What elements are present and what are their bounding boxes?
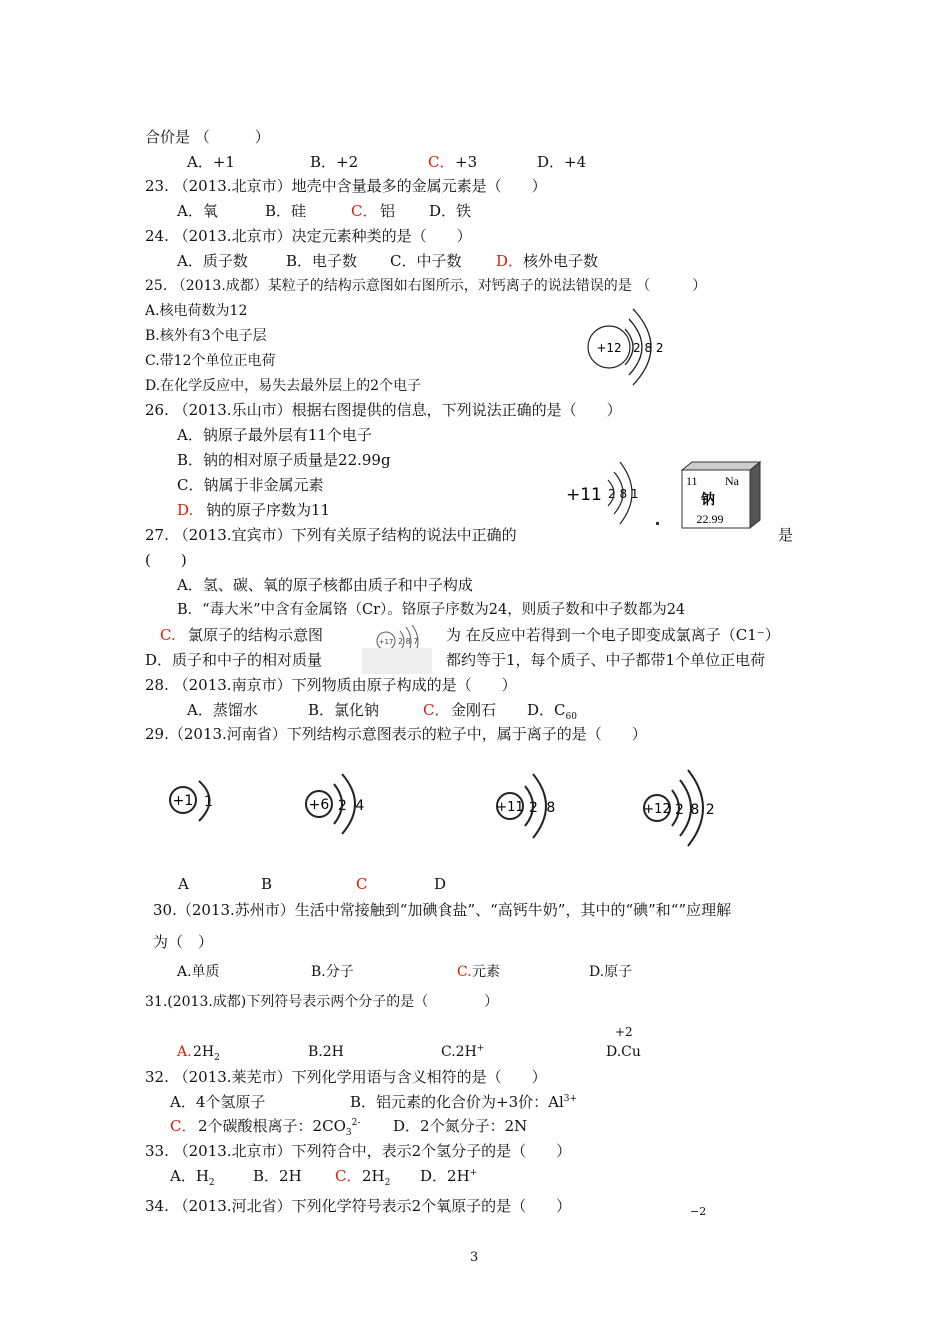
electron-shells: 2 8 2 bbox=[675, 802, 716, 818]
q33-option-b: B．2H bbox=[253, 1167, 302, 1185]
q32-option-d: D．2个氮分子：2N bbox=[393, 1117, 528, 1135]
superscript: + bbox=[469, 1168, 478, 1178]
formula-text: D．2H bbox=[420, 1167, 470, 1185]
superscript: + bbox=[476, 1043, 485, 1054]
nucleus-charge: +11 bbox=[566, 485, 602, 505]
q23-option-c: 铝 bbox=[380, 202, 396, 220]
q25-option-d: D.在化学反应中，易失去最外层上的2个电子 bbox=[145, 378, 422, 394]
question-24: 24. （2013.北京市）决定元素种类的是（ ） bbox=[145, 227, 472, 245]
q31-option-d: D.Cu bbox=[606, 1044, 641, 1060]
q27-option-c-part1: 氯原子的结构示意图 bbox=[188, 626, 324, 644]
question-30: 30.（2013.苏州市）生活中常接触到“加碘食盐”、“高钙牛奶”，其中的“碘”和“”应理解 bbox=[153, 901, 732, 919]
electron-shells: 2 8 7 bbox=[398, 637, 419, 646]
option-a: A．+1 bbox=[187, 153, 235, 171]
question-32: 32. （2013.莱芜市）下列化学用语与含义相符的是（ ） bbox=[145, 1068, 547, 1086]
option-b: B．+2 bbox=[310, 153, 359, 171]
q27-option-c-letter: C. bbox=[160, 626, 176, 644]
formula-text: 2H bbox=[193, 1044, 215, 1060]
question-33: 33. （2013.北京市）下列符合中，表示2个氢分子的是（ ） bbox=[145, 1142, 572, 1160]
electron-shells: 2 8 2 bbox=[633, 341, 664, 355]
q32-option-b bbox=[350, 1092, 577, 1112]
q27-option-d-part2: 都约等于1，每个质子、中子都带1个单位正电荷 bbox=[446, 651, 766, 669]
question-continuation: 合价是 （ ） bbox=[145, 128, 270, 146]
q29-label-c: C bbox=[356, 875, 368, 893]
q24-option-d-letter: D． bbox=[496, 252, 524, 270]
subscript: 2 bbox=[214, 1052, 220, 1063]
superscript: 2- bbox=[351, 1118, 361, 1128]
question-28: 28. （2013.南京市）下列物质由原子构成的是（ ） bbox=[145, 676, 517, 694]
question-27-tail: 是 bbox=[778, 526, 794, 544]
q32-option-c bbox=[198, 1116, 360, 1136]
electron-shells: 1 bbox=[204, 794, 213, 810]
q25-option-a: A.核电荷数为12 bbox=[145, 303, 248, 319]
q24-option-d: 核外电子数 bbox=[523, 252, 599, 270]
q28-option-c-letter: C． bbox=[423, 701, 450, 719]
question-26: 26. （2013.乐山市）根据右图提供的信息，下列说法正确的是（ ） bbox=[145, 401, 622, 419]
q33-option-c-letter: C． bbox=[335, 1167, 362, 1185]
q27-option-b: B．“毒大米”中含有金属铬（Cr）。铬原子序数为24，则质子数和中子数都为24 bbox=[177, 602, 686, 618]
sodium-atom-structure-diagram bbox=[564, 460, 644, 528]
question-30-continuation: 为（ ） bbox=[153, 933, 214, 951]
q26-option-b: B．钠的相对原子质量是22.99g bbox=[177, 451, 391, 469]
option-text: B．铝元素的化合价为+3价：Al bbox=[350, 1093, 564, 1111]
q25-option-b: B.核外有3个电子层 bbox=[145, 328, 267, 344]
q26-option-a: A．钠原子最外层有11个电子 bbox=[177, 426, 372, 444]
option-c-letter: C． bbox=[428, 153, 455, 171]
q28-option-c: 金刚石 bbox=[451, 701, 497, 719]
q31-option-a-letter: A. bbox=[177, 1044, 192, 1060]
q30-option-b: B.分子 bbox=[311, 964, 354, 980]
q26-option-d: 钠的原子序数为11 bbox=[206, 501, 331, 519]
subscript: 60 bbox=[565, 712, 577, 722]
electron-shells: 2 4 bbox=[338, 798, 367, 814]
q27-option-c-part2: 为 在反应中若得到一个电子即变成氯离子（C1⁻） bbox=[446, 626, 780, 644]
nucleus-charge: +1 bbox=[172, 793, 194, 809]
q32-option-a: A．4个氢原子 bbox=[170, 1093, 266, 1111]
q24-option-c: C．中子数 bbox=[390, 252, 462, 270]
q33-option-c bbox=[362, 1166, 390, 1186]
q26-option-c: C．钠属于非金属元素 bbox=[177, 476, 324, 494]
page-number: 3 bbox=[470, 1250, 479, 1265]
question-23: 23. （2013.北京市）地壳中含量最多的金属元素是（ ） bbox=[145, 177, 547, 195]
nucleus-charge: +12 bbox=[596, 341, 622, 355]
option-d: D．+4 bbox=[537, 153, 587, 171]
q32-option-c-letter: C． bbox=[170, 1117, 197, 1135]
q26-option-d-letter: D. bbox=[177, 501, 194, 519]
question-29: 29.（2013.河南省）下列结构示意图表示的粒子中，属于离子的是（ ） bbox=[145, 725, 647, 743]
magnesium-ion-structure-diagram bbox=[585, 305, 665, 387]
element-name: 钠 bbox=[701, 492, 715, 508]
question-34: 34. （2013.河北省）下列化学符号表示2个氧原子的是（ ） bbox=[145, 1197, 572, 1215]
atomic-mass: 22.99 bbox=[696, 512, 724, 526]
q29-label-a: A bbox=[178, 875, 189, 893]
q29-diagram-a bbox=[166, 775, 216, 831]
q24-option-b: B．电子数 bbox=[286, 252, 358, 270]
dot-mark bbox=[656, 522, 659, 525]
q34-valence-mark: −2 bbox=[690, 1205, 707, 1218]
superscript: 3+ bbox=[563, 1094, 578, 1104]
q30-option-c-letter: C. bbox=[457, 964, 472, 980]
q23-option-a: A．氧 bbox=[177, 202, 218, 220]
subscript: 2 bbox=[208, 1178, 215, 1188]
q31-valence-mark: +2 bbox=[615, 1025, 633, 1039]
q23-option-b: B．硅 bbox=[265, 202, 307, 220]
q33-option-d bbox=[420, 1166, 477, 1186]
electron-shells: 2 8 1 bbox=[608, 487, 639, 501]
q31-option-b: B.2H bbox=[308, 1044, 344, 1060]
atomic-number: 11 bbox=[686, 474, 698, 488]
q23-option-c-letter: C． bbox=[351, 202, 378, 220]
q29-diagram-c bbox=[493, 768, 563, 840]
nucleus-charge: +12 bbox=[643, 802, 671, 817]
q30-option-c: 元素 bbox=[472, 964, 500, 980]
q27-option-a: A．氢、碳、氧的原子核都由质子和中子构成 bbox=[177, 576, 473, 594]
q29-label-d: D bbox=[434, 875, 447, 893]
subscript: 2 bbox=[384, 1178, 391, 1188]
nucleus-charge: +17 bbox=[378, 638, 394, 646]
q28-option-a: A．蒸馏水 bbox=[187, 701, 258, 719]
q28-option-b: B．氯化钠 bbox=[308, 701, 380, 719]
q30-option-a: A.单质 bbox=[177, 964, 220, 980]
q24-option-a: A．质子数 bbox=[177, 252, 248, 270]
q31-option-c bbox=[441, 1042, 484, 1062]
q27-option-d-part1: D．质子和中子的相对质量 bbox=[145, 651, 323, 669]
q29-diagram-b bbox=[302, 768, 372, 840]
nucleus-charge: +6 bbox=[308, 797, 330, 813]
element-symbol: Na bbox=[725, 474, 739, 488]
question-27-answer-paren: ( ) bbox=[145, 551, 187, 569]
image-placeholder bbox=[362, 648, 432, 674]
q31-option-a bbox=[193, 1042, 220, 1062]
formula-text: 2H bbox=[362, 1167, 385, 1185]
question-31: 31.(2013.成都)下列符号表示两个分子的是（ ） bbox=[145, 994, 499, 1010]
formula-text: C.2H bbox=[441, 1044, 477, 1060]
q25-option-c: C.带12个单位正电荷 bbox=[145, 353, 276, 369]
q28-option-d bbox=[527, 700, 577, 720]
option-text: 2个碳酸根离子：2CO bbox=[198, 1117, 346, 1135]
q33-option-a bbox=[170, 1166, 215, 1186]
q29-label-b: B bbox=[261, 875, 273, 893]
subscript: 3 bbox=[345, 1128, 352, 1138]
electron-shells: 2 8 bbox=[529, 800, 558, 816]
question-27: 27. （2013.宜宾市）下列有关原子结构的说法中正确的 bbox=[145, 526, 517, 544]
question-25: 25. （2013.成都）某粒子的结构示意图如右图所示，对钙离子的说法错误的是 （ ） bbox=[145, 278, 707, 294]
q30-option-d: D.原子 bbox=[589, 964, 633, 980]
option-c: +3 bbox=[455, 153, 478, 171]
q23-option-d: D．铁 bbox=[429, 202, 472, 220]
q29-diagram-d bbox=[640, 768, 720, 846]
sodium-periodic-table-cell bbox=[676, 460, 766, 532]
formula-text: A．H bbox=[170, 1167, 209, 1185]
nucleus-charge: +11 bbox=[496, 800, 524, 815]
formula-text: D．C bbox=[527, 701, 566, 719]
